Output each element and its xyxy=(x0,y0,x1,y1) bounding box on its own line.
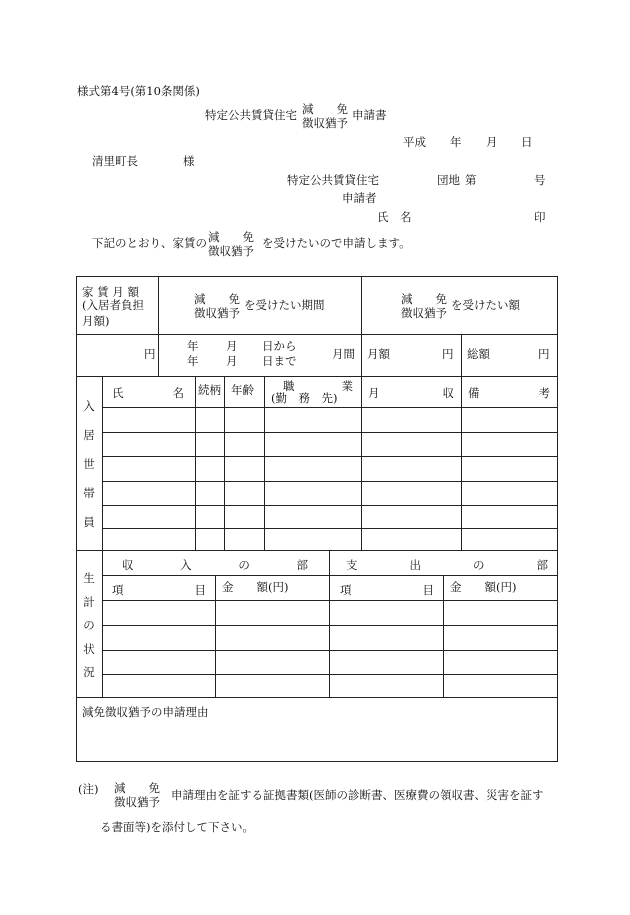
date-day: 日 xyxy=(521,135,533,149)
rent-header-1: 家 賃 月 額 xyxy=(82,285,139,299)
expense-item-header: 項 目 xyxy=(340,583,434,597)
life-rule xyxy=(102,600,558,601)
life-rule xyxy=(102,674,558,675)
intro-genmen: 減 免 xyxy=(208,230,254,244)
intro-stack xyxy=(208,230,254,259)
amount-header-suffix: を受けたい額 xyxy=(451,298,520,312)
income-item-header: 項 目 xyxy=(112,583,206,597)
rule-rent-bottom xyxy=(76,334,558,335)
expense-section-header: 支 出 の 部 xyxy=(346,558,548,572)
col-age-header: 年齢 xyxy=(231,383,254,397)
life-label: 生 計 の 状 況 xyxy=(83,571,95,679)
col-name-header: 氏 名 xyxy=(112,386,184,400)
title-genmen: 減 免 xyxy=(302,102,348,116)
date-month: 月 xyxy=(486,135,498,149)
period-to-month: 月 xyxy=(226,354,238,368)
applicant-go: 号 xyxy=(534,173,546,187)
note-genmen: 減 免 xyxy=(114,781,160,795)
household-rule xyxy=(102,528,558,529)
amount-total-label: 総額 xyxy=(467,347,490,361)
addressee-honorific: 様 xyxy=(183,154,195,168)
rule-life-top xyxy=(76,550,558,551)
col-relation-header: 続柄 xyxy=(198,383,221,397)
col-remarks-header: 備 考 xyxy=(468,386,550,400)
note-mark: (注) xyxy=(78,782,99,796)
period-months: 月間 xyxy=(332,347,355,361)
title-yuyo: 徴収猶予 xyxy=(302,116,348,131)
rule-v-amount xyxy=(361,276,362,376)
rent-header-2: (入居者負担 xyxy=(82,298,144,312)
note-yuyo: 徴収猶予 xyxy=(114,795,160,810)
rule-v-total xyxy=(461,334,462,376)
intro-yuyo: 徴収猶予 xyxy=(208,244,254,259)
rule-v-job xyxy=(361,376,362,550)
income-section-header: 収 入 の 部 xyxy=(122,558,308,572)
col-job-header: 職 業 xyxy=(283,379,353,393)
amount-header-yuyo: 徴収猶予 xyxy=(401,306,447,321)
intro-before: 下記のとおり、家賃の xyxy=(92,236,207,250)
household-label: 入 居 世 帯 員 xyxy=(83,399,95,529)
title-stack xyxy=(302,102,348,131)
col-income-header: 月 収 xyxy=(368,386,454,400)
household-rule xyxy=(102,432,558,433)
amount-monthly-label: 月額 xyxy=(367,347,390,361)
income-amount-header: 金 額(円) xyxy=(222,580,289,594)
life-rule xyxy=(102,625,558,626)
life-rule xyxy=(102,650,558,651)
period-from-month: 月 xyxy=(226,339,238,353)
rule-v-income-expense xyxy=(329,550,330,697)
applicant-name-label: 氏 名 xyxy=(377,210,412,224)
household-rule xyxy=(102,407,558,408)
addressee-name: 清里町長 xyxy=(92,154,138,168)
household-rule xyxy=(102,505,558,506)
amount-header-stack xyxy=(401,292,447,321)
intro-after: を受けたいので申請します。 xyxy=(262,236,411,250)
title-prefix: 特定公共賃貸住宅 xyxy=(205,108,297,122)
rule-v-rent xyxy=(158,276,159,376)
period-from-year: 年 xyxy=(187,339,199,353)
period-header-suffix: を受けたい期間 xyxy=(244,298,325,312)
rule-v-income xyxy=(461,376,462,550)
date-era: 平成 xyxy=(403,135,426,149)
col-job-sub-header: (勤 務 先) xyxy=(271,391,338,405)
rule-v-name xyxy=(195,376,196,550)
rule-reason-top xyxy=(76,697,558,698)
amount-monthly-yen: 円 xyxy=(442,347,454,361)
rule-v-label-col xyxy=(102,376,103,697)
applicant-dai: 第 xyxy=(465,173,477,187)
reason-label: 減免徴収猶予の申請理由 xyxy=(82,705,209,719)
life-rule xyxy=(102,575,558,576)
period-to: 日まで xyxy=(262,354,297,368)
rule-v-income-amount xyxy=(215,575,216,697)
date-year: 年 xyxy=(450,135,462,149)
rule-v-age xyxy=(264,376,265,550)
household-rule xyxy=(102,456,558,457)
household-rule xyxy=(102,481,558,482)
form-number: 様式第4号(第10条関係) xyxy=(77,84,200,98)
rent-yen: 円 xyxy=(144,347,156,361)
period-to-year: 年 xyxy=(187,354,199,368)
period-header-genmen: 減 免 xyxy=(194,292,240,306)
period-header-yuyo: 徴収猶予 xyxy=(194,306,240,321)
amount-total-yen: 円 xyxy=(538,347,550,361)
rule-household-top xyxy=(76,376,558,377)
rule-v-relation xyxy=(224,376,225,550)
expense-amount-header: 金 額(円) xyxy=(450,580,517,594)
rule-v-expense-amount xyxy=(443,575,444,697)
amount-header-genmen: 減 免 xyxy=(401,292,447,306)
rent-header-3: 月額) xyxy=(82,314,110,328)
note-stack xyxy=(114,781,160,810)
period-from: 日から xyxy=(262,339,297,353)
applicant-housing: 特定公共賃貸住宅 xyxy=(287,173,379,187)
period-header-stack xyxy=(194,292,240,321)
note-text-1: 申請理由を証する証拠書類(医師の診断書、医療費の領収書、災害を証す xyxy=(171,788,544,802)
applicant-danchi: 団地 xyxy=(437,173,460,187)
title-suffix: 申請書 xyxy=(352,108,387,122)
note-text-2: る書面等)を添付して下さい。 xyxy=(100,820,254,834)
applicant-label: 申請者 xyxy=(342,191,377,205)
applicant-seal: 印 xyxy=(534,210,546,224)
